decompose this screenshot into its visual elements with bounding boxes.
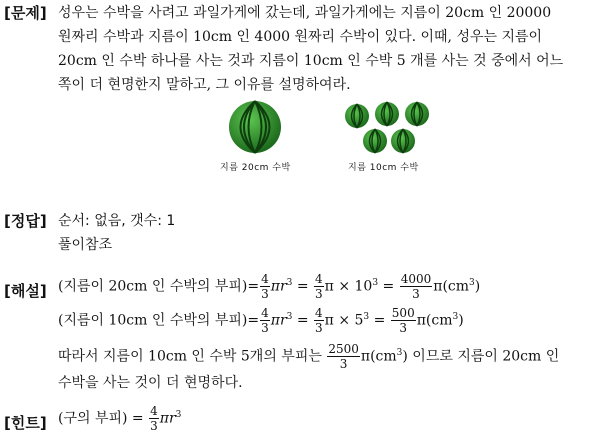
- frac-num: 4: [150, 404, 158, 418]
- row3-frac: [327, 342, 360, 371]
- row3-tail: ) 이므로 지름이 20cm 인: [402, 348, 560, 365]
- exp: 3: [372, 277, 379, 288]
- big-watermelon-caption: 지름 20cm 수박: [220, 163, 291, 173]
- frac-den: 3: [399, 321, 408, 335]
- explanation-row-3: [58, 342, 559, 371]
- exp: 3: [286, 277, 293, 288]
- small-watermelon-4: [362, 128, 388, 154]
- small-watermelon-3: [404, 101, 430, 127]
- frac-num: 4: [315, 272, 323, 286]
- explanation-row-2: (지름이 10cm 인 수박의 부피)= $\frac{4}{3}$ $\pi r^3$ = $\frac{4}{3}$ $\pi \times 5^3$ = $\frac{500}{3}$ $\pi(cm^3)$: [58, 306, 464, 335]
- four-thirds-frac: [260, 272, 270, 301]
- frac-num: 500: [391, 306, 415, 320]
- big-watermelon-image: [228, 100, 282, 154]
- exp: 3: [286, 311, 293, 322]
- problem-line-2: 원짜리 수박과 지름이 10cm 인 4000 원짜리 수박이 있다. 이때, 성우는 지름이: [58, 29, 543, 45]
- exp: 3: [363, 311, 370, 322]
- hint-label: [힌트]: [4, 414, 47, 432]
- exp: 3: [469, 277, 475, 288]
- frac-num: 4000: [400, 272, 432, 286]
- small-watermelon-1: [344, 103, 370, 129]
- exp: 3: [452, 311, 459, 322]
- frac-num: 4: [261, 306, 269, 320]
- four-thirds-frac-4: [314, 306, 324, 335]
- exp: 3: [175, 409, 182, 420]
- small-watermelon-caption: 지름 10cm 수박: [348, 163, 419, 173]
- row3-unit: π(cm: [360, 348, 397, 365]
- problem-line-3: 20cm 인 수박 하나를 사는 것과 지름이 10cm 인 수박 5 개를 사는 것 중에서 어느: [58, 53, 564, 69]
- row1-prefix: (지름이 20cm 인 수박의 부피)=: [58, 278, 260, 295]
- unit: π(cm: [433, 278, 470, 295]
- answer-label: [정답]: [4, 212, 47, 230]
- frac-num: 4: [261, 272, 269, 286]
- problem-line-1: 성우는 수박을 사려고 과일가게에 갔는데, 과일가게에는 지름이 20cm 인 20000: [58, 5, 552, 21]
- unit: π(cm: [416, 312, 453, 329]
- row2-mid: π × 5: [324, 312, 364, 329]
- row2-prefix: (지름이 10cm 인 수박의 부피)=: [58, 312, 260, 329]
- pi-r: πr: [270, 278, 287, 295]
- row2-result-frac: [391, 306, 416, 335]
- row3-prefix: 따라서 지름이 10cm 인 수박 5개의 부피는: [58, 348, 322, 365]
- hint-frac: [149, 404, 159, 433]
- hint-prefix: (구의 부피) =: [58, 410, 144, 427]
- hint-pi-r: πr: [159, 410, 176, 427]
- frac-den: 3: [261, 287, 269, 301]
- four-thirds-frac-2: [314, 272, 324, 301]
- problem-label: [문제]: [4, 4, 47, 22]
- pi-r: πr: [270, 312, 287, 329]
- frac-den: 3: [261, 321, 269, 335]
- answer-line-2: 풀이참조: [58, 237, 113, 253]
- exp: 3: [396, 347, 403, 358]
- explanation-row-4: 수박을 사는 것이 더 현명하다.: [58, 375, 243, 391]
- small-watermelon-2: [374, 101, 400, 127]
- hint-row: [58, 404, 181, 433]
- frac-den: 3: [339, 357, 348, 371]
- four-thirds-frac-3: [260, 306, 270, 335]
- row1-result-frac: [400, 272, 433, 301]
- frac-den: 3: [412, 287, 420, 301]
- small-watermelon-5: [390, 128, 416, 154]
- problem-line-4: 쪽이 더 현명한지 말하고, 그 이유를 설명하여라.: [58, 77, 351, 93]
- frac-den: 3: [315, 321, 323, 335]
- answer-line-1: 순서: 없음, 갯수: 1: [58, 213, 176, 229]
- frac-num: 4: [315, 306, 323, 320]
- frac-den: 3: [315, 287, 323, 301]
- explanation-row-1: (지름이 20cm 인 수박의 부피)= $\frac{4}{3}$ $\pi r^3$ = $\frac{4}{3}$ $\pi \times 10^3$ = $\frac{4000}{3}$ $\pi(cm^3)$: [58, 272, 481, 301]
- row1-mid: π × 10: [324, 278, 373, 295]
- explanation-label: [해설]: [4, 282, 47, 300]
- frac-den: 3: [150, 419, 158, 433]
- frac-num: 2500: [328, 342, 359, 356]
